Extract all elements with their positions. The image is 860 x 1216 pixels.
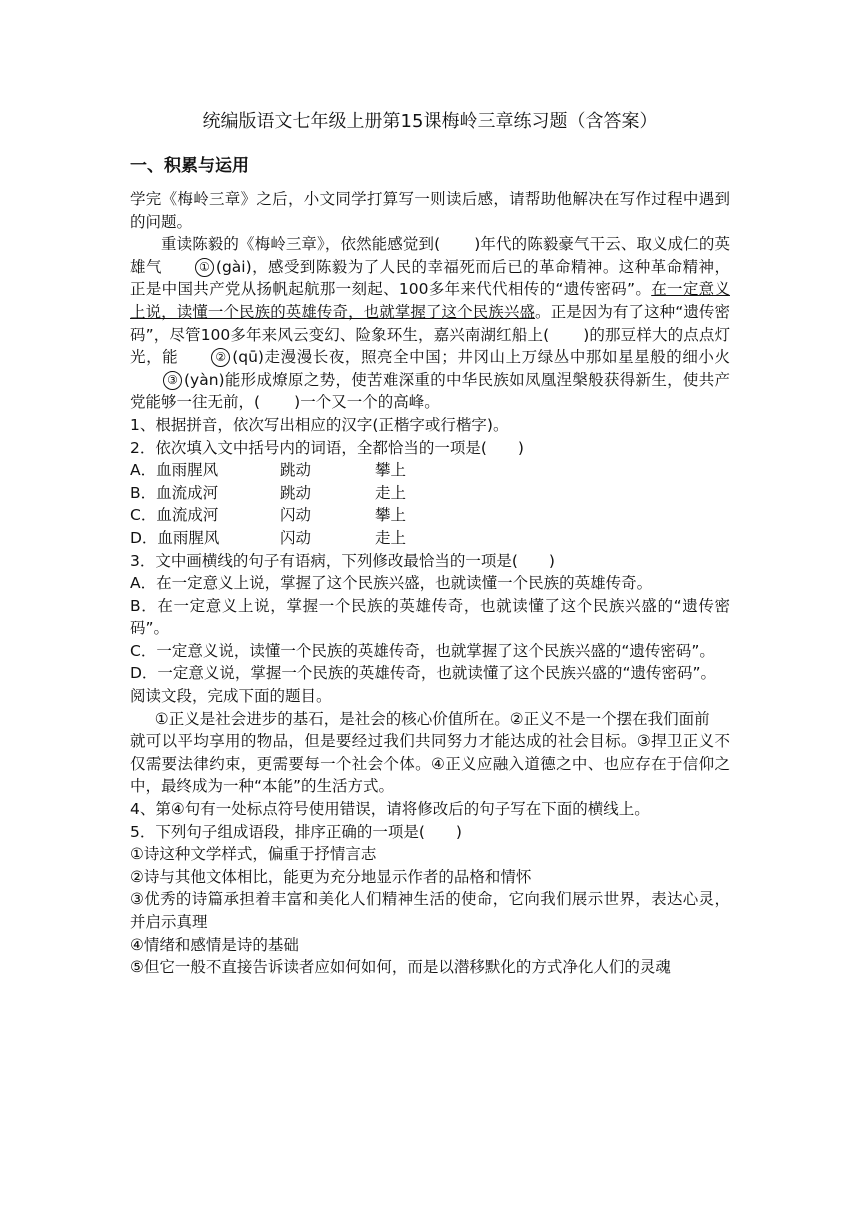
q3-option-b: B．在一定意义上说，掌握一个民族的英雄传奇，也就读懂了这个民族兴盛的“遗传密码”。 bbox=[130, 596, 730, 638]
question-5: 5．下列句子组成语段，排序正确的一项是( ) bbox=[130, 822, 462, 841]
q2-option-d: D．血雨腥风 闪动 走上 bbox=[130, 528, 407, 547]
underlined-sentence: 在一定意义上说，读懂一个民族的英雄传奇，也就掌握了这个民族兴盛 bbox=[130, 280, 730, 321]
q3-option-c: C．一定意义说，读懂一个民族的英雄传奇，也就掌握了这个民族兴盛的“遗传密码”。 bbox=[130, 641, 715, 660]
document-page bbox=[130, 110, 730, 979]
question-3: 3．文中画横线的句子有语病，下列修改最恰当的一项是( ) bbox=[130, 551, 555, 570]
reading-paragraph-1: ①正义是社会进步的基石，是社会的核心价值所在。②正义不是一个摆在我们面前 bbox=[154, 709, 710, 728]
blank-marker-3: ③ bbox=[130, 369, 184, 392]
document-title: 统编版语文七年级上册第15课梅岭三章练习题（含答案） bbox=[202, 111, 658, 132]
q3-option-a: A．在一定意义上说，掌握了这个民族兴盛，也就读懂一个民族的英雄传奇。 bbox=[130, 574, 653, 593]
reading-passage: 重读陈毅的《梅岭三章》，依然能感觉到( )年代的陈毅豪气干云、取义成仁的英雄气 ① (gài)，感受到陈毅为了人民的幸福死而后已的革命精神。这种革命精神，正是中国共产党从扬帆起航那一刻起、100多年来代代相传的“遗传密码”。在一定意义上说，读懂一个民族的英雄传奇，也就掌握了这个民族兴盛。正是因为有了这种“遗传密码”，尽管100多年来风云变幻、险象环生，嘉兴南湖红船上( )的那豆样大的点点灯光，能 ② (qū)走漫漫长夜，照亮全中国；井冈山上万绿丛中那如星星般的细小火③ (yàn)能形成燎原之势，使苦难深重的中华民族如凤凰涅槃般获得新生，使共产党能够一往无前，( )一个又一个的高峰。 bbox=[130, 235, 730, 412]
section-heading: 一、积累与运用 bbox=[130, 156, 249, 176]
intro-text: 学完《梅岭三章》之后，小文同学打算写一则读后感，请帮助他解决在写作过程中遇到的问题。 bbox=[130, 190, 730, 231]
question-4: 4、第④句有一处标点符号使用错误，请将修改后的句子写在下面的横线上。 bbox=[130, 800, 650, 819]
question-1: 1、根据拼音，依次写出相应的汉字(正楷字或行楷字)。 bbox=[130, 415, 509, 434]
q5-item-4: ④情绪和感情是诗的基础 bbox=[130, 935, 299, 954]
q5-item-1: ①诗这种文学样式，偏重于抒情言志 bbox=[130, 845, 377, 864]
blank-marker-2: ② bbox=[178, 346, 232, 369]
blank-marker-1: ① bbox=[162, 256, 216, 279]
question-2: 2．依次填入文中括号内的词语，全都恰当的一项是( ) bbox=[130, 438, 524, 457]
q5-item-3: ③优秀的诗篇承担着丰富和美化人们精神生活的使命，它向我们展示世界，表达心灵，并启示真理 bbox=[130, 890, 730, 931]
reading-intro: 阅读文段，完成下面的题目。 bbox=[130, 687, 332, 706]
q2-option-b: B．血流成河 跳动 走上 bbox=[130, 483, 407, 502]
q5-item-5: ⑤但它一般不直接告诉读者应如何如何，而是以潜移默化的方式净化人们的灵魂 bbox=[130, 958, 671, 977]
reading-paragraph-2: 就可以平均享用的物品，但是要经过我们共同努力才能达成的社会目标。③捍卫正义不仅需要法律约束，更需要每一个社会个体。④正义应融入道德之中、也应存在于信仰之中，最终成为一种“本能”的生活方式。 bbox=[130, 732, 730, 796]
q5-item-2: ②诗与其他文体相比，能更为充分地显示作者的品格和情怀 bbox=[130, 867, 532, 886]
q2-option-a: A．血雨腥风 跳动 攀上 bbox=[130, 461, 407, 480]
q3-option-d: D．一定意义说，掌握一个民族的英雄传奇，也就读懂了这个民族兴盛的“遗传密码”。 bbox=[130, 664, 716, 683]
q2-option-c: C．血流成河 闪动 攀上 bbox=[130, 506, 407, 525]
